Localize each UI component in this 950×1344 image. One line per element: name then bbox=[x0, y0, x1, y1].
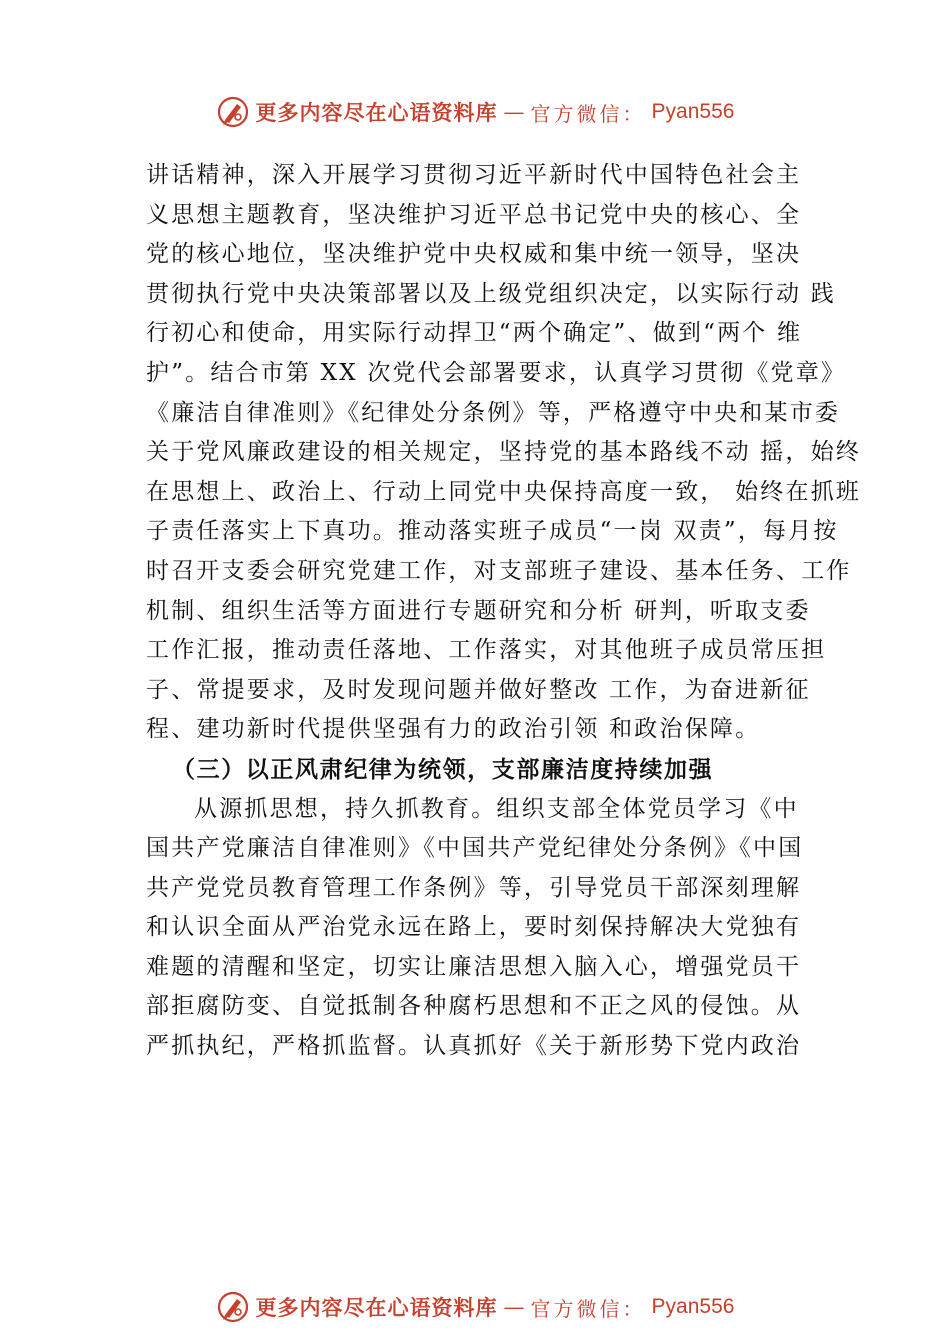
body-line: 在思想上、政治上、行动上同党中央保持高度一致， 始终在抓班 bbox=[146, 478, 862, 505]
body-line: 贯彻执行党中央决策部署以及上级党组织决定，以实际行动 践 bbox=[146, 280, 836, 307]
site-logo-icon bbox=[216, 95, 250, 129]
section-line: 共产党党员教育管理工作条例》等，引导党员干部深刻理解 bbox=[146, 874, 802, 901]
wechat-label: 官方微信： bbox=[530, 1296, 646, 1321]
wechat-id: Pyan556 bbox=[651, 1295, 735, 1318]
body-line: 义思想主题教育，坚决维护习近平总书记党中央的核心、全 bbox=[146, 201, 802, 228]
site-logo-icon bbox=[216, 1290, 250, 1324]
body-line: 护”。结合市第 XX 次党代会部署要求，认真学习贯彻《党章》 bbox=[146, 359, 847, 386]
wechat-label: 官方微信： bbox=[530, 101, 646, 126]
wechat-id: Pyan556 bbox=[651, 100, 735, 123]
document-body bbox=[146, 156, 862, 1067]
body-line: 关于党风廉政建设的相关规定，坚持党的基本路线不动 摇，始终 bbox=[146, 439, 862, 466]
section-line: 部拒腐防变、自觉抵制各种腐朽思想和不正之风的侵蚀。从 bbox=[146, 993, 802, 1020]
header-banner bbox=[0, 95, 950, 129]
body-line: 时召开支委会研究党建工作，对支部班子建设、基本任务、工作 bbox=[146, 557, 852, 584]
section-line: 难题的清醒和坚定，切实让廉洁思想入脑入心，增强党员干 bbox=[146, 953, 802, 980]
site-name: 更多内容尽在心语资料库 bbox=[255, 1295, 498, 1320]
section-line: 和认识全面从严治党永远在路上，要时刻保持解决大党独有 bbox=[146, 914, 802, 941]
body-line: 工作汇报，推动责任落地、工作落实，对其他班子成员常压担 bbox=[146, 637, 827, 664]
body-line: 讲话精神，深入开展学习贯彻习近平新时代中国特色社会主 bbox=[146, 162, 802, 188]
body-line: 子、常提要求，及时发现问题并做好整改 工作，为奋进新征 bbox=[146, 676, 811, 703]
section-heading: （三）以正风肃纪律为统领，支部廉洁度持续加强 bbox=[172, 755, 714, 783]
body-line: 子责任落实上下真功。推动落实班子成员“一岗 双责”，每月按 bbox=[146, 518, 839, 545]
section-line: 严抓执纪，严格抓监督。认真抓好《关于新形势下党内政治 bbox=[146, 1033, 802, 1060]
body-line: 党的核心地位，坚决维护党中央权威和集中统一领导，坚决 bbox=[146, 241, 802, 268]
section-line: 国共产党廉洁自律准则》《中国共产党纪律处分条例》《中国 bbox=[146, 835, 804, 862]
site-name: 更多内容尽在心语资料库 bbox=[255, 100, 498, 125]
body-line: 程、建功新时代提供坚强有力的政治引领 和政治保障。 bbox=[146, 716, 761, 743]
section-line: 从源抓思想，持久抓教育。组织支部全体党员学习《中 bbox=[194, 795, 799, 822]
footer-banner bbox=[0, 1290, 950, 1324]
body-line: 行初心和使命，用实际行动捍卫“两个确定”、做到“两个 维 bbox=[146, 320, 803, 347]
banner-separator: — bbox=[503, 1295, 525, 1319]
body-line: 机制、组织生活等方面进行专题研究和分析 研判，听取支委 bbox=[146, 597, 811, 624]
body-line: 《廉洁自律准则》《纪律处分条例》等，严格遵守中央和某市委 bbox=[146, 399, 841, 426]
banner-separator: — bbox=[503, 100, 525, 124]
